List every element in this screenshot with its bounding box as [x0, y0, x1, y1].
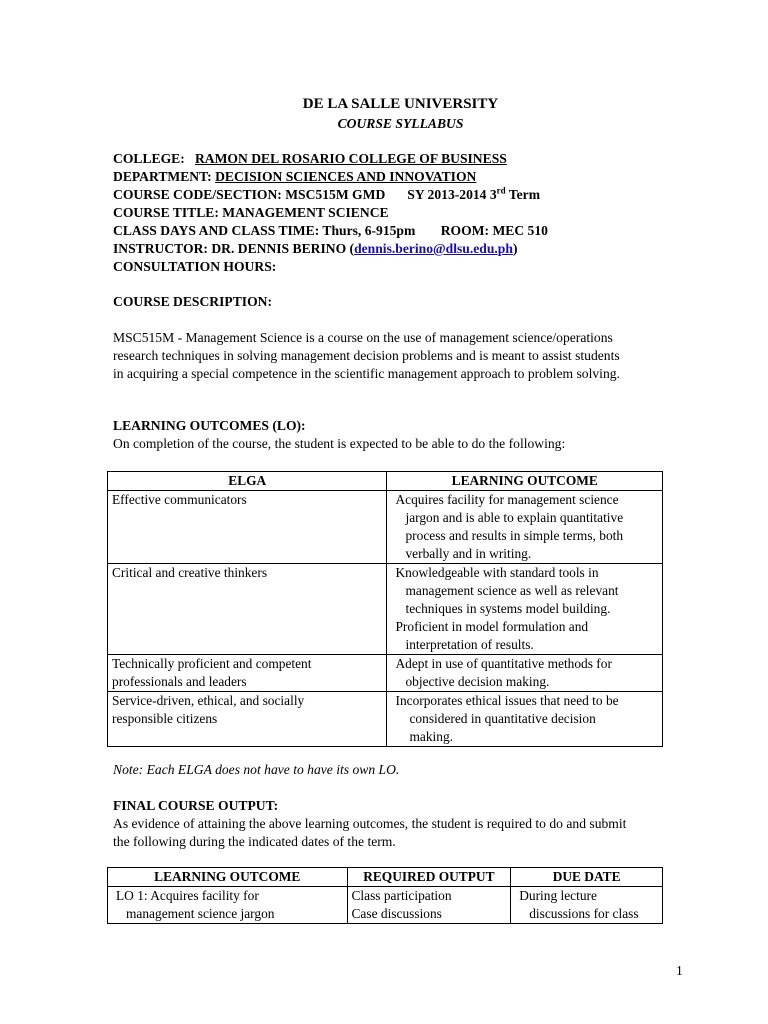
due-text: During lecture discussions for class [519, 888, 639, 921]
department-label: DEPARTMENT: [113, 169, 212, 184]
university-title: DE LA SALLE UNIVERSITY [302, 96, 499, 112]
learning-outcomes-heading: LEARNING OUTCOMES (LO): [113, 418, 306, 433]
course-code-line [113, 186, 688, 204]
lo-text: Knowledgeable with standard tools in management science as well as relevant techniques in systems model building. [395, 565, 619, 616]
lo-cell [387, 655, 663, 692]
lo-text: Proficient in model formulation and interpretation of results. [395, 619, 589, 652]
learning-outcomes-intro: On completion of the course, the student is expected to be able to do the following: [113, 436, 566, 451]
column-header-elga: ELGA [108, 472, 387, 491]
table-header-row [108, 472, 663, 491]
lo-cell [108, 887, 348, 924]
output-text: Class participation [351, 888, 452, 903]
table-row [108, 692, 663, 747]
room: ROOM: MEC 510 [440, 223, 548, 238]
department-line [113, 168, 688, 186]
term-label: Term [505, 187, 541, 202]
consultation-hours: CONSULTATION HOURS: [113, 259, 277, 274]
final-output-line: the following during the indicated dates of the term. [113, 834, 396, 849]
final-output-intro [113, 815, 688, 851]
department-value: DECISION SCIENCES AND INNOVATION [215, 169, 477, 184]
table-row [108, 564, 663, 655]
elga-text: Technically proficient and competent [112, 656, 312, 671]
course-header [113, 150, 688, 276]
college-value: RAMON DEL ROSARIO COLLEGE OF BUSINESS [194, 151, 507, 166]
elga-text: Effective communicators [112, 492, 247, 507]
table-row [108, 887, 663, 924]
elga-note: Note: Each ELGA does not have to have its own LO. [113, 762, 400, 777]
table-row [108, 491, 663, 564]
instructor-email-link[interactable]: dennis.berino@dlsu.edu.ph [354, 241, 513, 256]
elga-cell [108, 655, 387, 692]
column-header-learning-outcome: LEARNING OUTCOME [108, 868, 348, 887]
page-number: 1 [676, 963, 683, 978]
output-table [107, 867, 663, 924]
output-cell [347, 887, 511, 924]
lo-text: Adept in use of quantitative methods for objective decision making. [395, 656, 612, 689]
college-line [113, 150, 688, 168]
course-title: COURSE TITLE: MANAGEMENT SCIENCE [113, 205, 389, 220]
table-header-row [108, 868, 663, 887]
output-table-wrapper [107, 867, 663, 924]
final-output-heading: FINAL COURSE OUTPUT: [113, 798, 279, 813]
lo-text: Incorporates ethical issues that need to be considered in quantitative decision making. [395, 693, 619, 744]
column-header-learning-outcome: LEARNING OUTCOME [387, 472, 663, 491]
elga-table [107, 471, 663, 747]
table-row [108, 655, 663, 692]
elga-text: responsible citizens [112, 711, 218, 726]
elga-table-wrapper [107, 471, 663, 747]
description-line: in acquiring a special competence in the scientific management approach to problem solving. [113, 366, 620, 381]
school-year: SY 2013-2014 3 [407, 187, 497, 202]
instructor-close: ) [512, 241, 518, 256]
class-days-line [113, 222, 688, 240]
final-output-line: As evidence of attaining the above learning outcomes, the student is required to do and submit [113, 816, 627, 831]
description-line: research techniques in solving management decision problems and is meant to assist students [113, 348, 620, 363]
column-header-required-output: REQUIRED OUTPUT [347, 868, 511, 887]
lo-text: LO 1: Acquires facility for management science jargon [116, 888, 275, 921]
lo-text: Acquires facility for management science jargon and is able to explain quantitative process and results in simple terms, both verbally and in writing. [395, 492, 624, 561]
elga-cell [108, 564, 387, 655]
lo-cell [387, 564, 663, 655]
lo-cell [387, 692, 663, 747]
term-ordinal: rd [496, 185, 506, 196]
instructor-line [113, 240, 688, 258]
course-description-text [113, 329, 688, 383]
elga-cell [108, 491, 387, 564]
class-days-value: Thurs, 6-915pm [322, 223, 416, 238]
elga-cell [108, 692, 387, 747]
document-subtitle: COURSE SYLLABUS [337, 116, 464, 131]
class-days-label: CLASS DAYS AND CLASS TIME: [113, 223, 320, 238]
description-line: MSC515M - Management Science is a course on the use of management science/operations [113, 330, 613, 345]
course-code: COURSE CODE/SECTION: MSC515M GMD [113, 187, 386, 202]
elga-text: professionals and leaders [112, 674, 247, 689]
elga-text: Critical and creative thinkers [112, 565, 268, 580]
elga-text: Service-driven, ethical, and socially [112, 693, 305, 708]
column-header-due-date: DUE DATE [511, 868, 663, 887]
course-description-heading: COURSE DESCRIPTION: [113, 294, 272, 309]
college-label: COLLEGE: [113, 151, 185, 166]
lo-cell [387, 491, 663, 564]
instructor-label: INSTRUCTOR: DR. DENNIS BERINO ( [113, 241, 355, 256]
due-cell [511, 887, 663, 924]
output-text: Case discussions [351, 906, 442, 921]
